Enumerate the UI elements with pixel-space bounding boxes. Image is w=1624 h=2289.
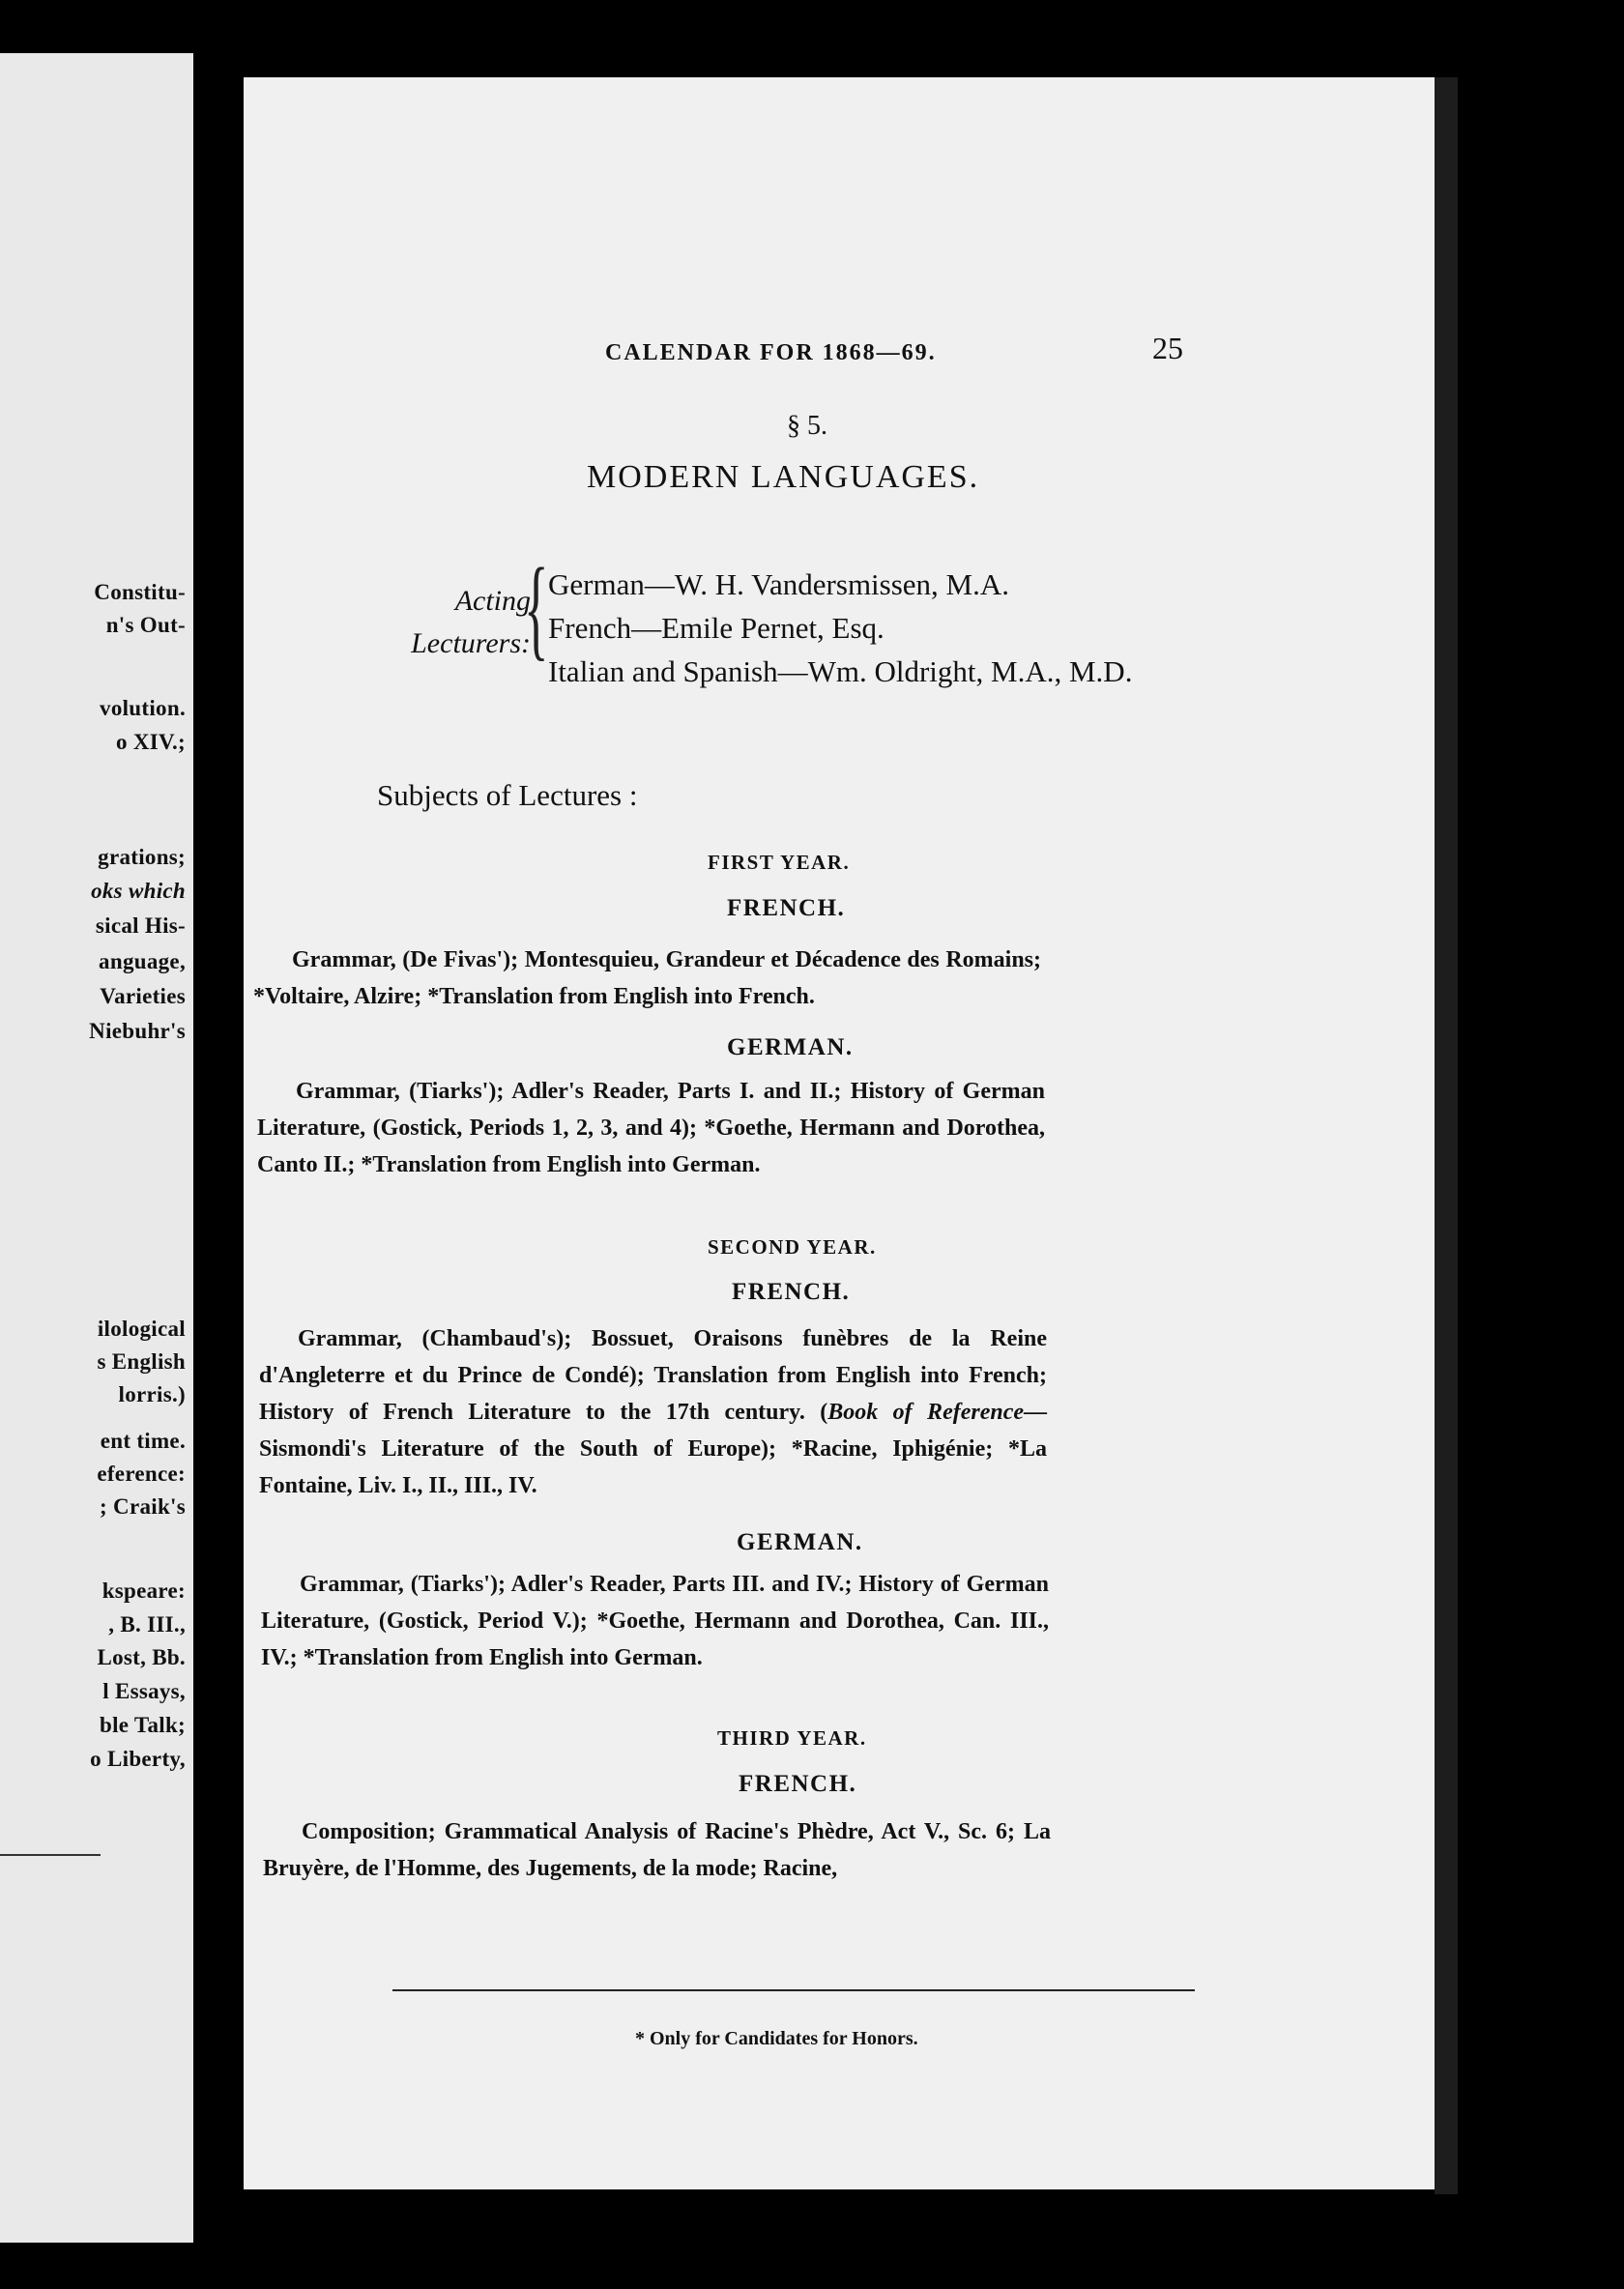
- lecturers-label: [391, 580, 531, 665]
- left-page-line: eference:: [97, 1462, 186, 1486]
- page-number: 25: [1152, 331, 1183, 365]
- left-page-line: ; Craik's: [100, 1494, 186, 1519]
- brace-glyph: {: [524, 544, 549, 671]
- left-page-line: kspeare:: [102, 1579, 186, 1603]
- second-year-german-heading: GERMAN.: [737, 1529, 863, 1555]
- left-page-line: anguage,: [99, 949, 186, 973]
- left-page-line: oks which: [91, 879, 186, 903]
- third-year-french-heading: FRENCH.: [739, 1771, 857, 1797]
- left-page-line: grations;: [98, 845, 186, 869]
- left-page-rule: [0, 1854, 101, 1856]
- left-page-line: volution.: [100, 696, 186, 720]
- left-page-line: o XIV.;: [116, 730, 186, 754]
- first-year-heading: FIRST YEAR.: [708, 851, 851, 874]
- lecturers-label-line1: Acting: [454, 585, 531, 617]
- left-page-line: n's Out-: [105, 613, 186, 637]
- left-page-line: Lost, Bb.: [97, 1645, 186, 1669]
- second-year-french-text: [259, 1320, 1047, 1504]
- left-page-line: ble Talk;: [100, 1713, 186, 1737]
- left-page-fragment: [0, 53, 193, 2243]
- first-year-german-heading: GERMAN.: [727, 1034, 854, 1060]
- left-page-line: Niebuhr's: [89, 1019, 186, 1043]
- running-title: CALENDAR FOR 1868—69.: [605, 340, 937, 365]
- first-year-german-text: Grammar, (Tiarks'); Adler's Reader, Parts I. and II.; History of German Literature, (Gostick, Periods 1, 2, 3, and 4); *Goethe, Hermann and Dorothea, Canto II.; *Translation from English into German.: [257, 1079, 1045, 1177]
- subjects-label: Subjects of Lectures :: [377, 778, 638, 812]
- lecturer-german: German—W. H. Vandersmissen, M.A.: [548, 567, 1010, 601]
- left-page-line: , B. III.,: [108, 1612, 186, 1637]
- main-page: [244, 77, 1435, 2189]
- second-year-german-text: Grammar, (Tiarks'); Adler's Reader, Parts III. and IV.; History of German Literature, (Gostick, Period V.); *Goethe, Hermann and Dorothea, Can. III., IV.; *Translation from English into German.: [261, 1572, 1049, 1670]
- left-page-line: s English: [97, 1349, 186, 1374]
- section-number: § 5.: [787, 411, 827, 441]
- third-year-french-text: Composition; Grammatical Analysis of Racine's Phèdre, Act V., Sc. 6; La Bruyère, de l'Homme, des Jugements, de la mode; Racine,: [263, 1819, 1051, 1881]
- section-title: MODERN LANGUAGES.: [587, 459, 980, 495]
- second-year-french-heading: FRENCH.: [732, 1279, 851, 1305]
- left-page-line: Varieties: [100, 984, 186, 1008]
- first-year-french-text: Grammar, (De Fivas'); Montesquieu, Grandeur et Décadence des Romains; *Voltaire, Alzire; *Translation from English into French.: [253, 947, 1041, 1009]
- left-page-line: o Liberty,: [90, 1747, 186, 1771]
- second-year-french-text-2: —Sismondi's Literature of the South of Europe); *Racine, Iphigénie; *La Fontaine, Liv. I., II., III., IV.: [259, 1400, 1048, 1498]
- left-page-line: sical His-: [95, 913, 186, 938]
- footnote-rule: [392, 1989, 1195, 1991]
- page-edge: [1435, 77, 1458, 2194]
- lecturers-label-line2: Lecturers:: [411, 627, 531, 659]
- left-page-line: l Essays,: [102, 1679, 186, 1703]
- left-page-line: ilological: [97, 1317, 186, 1341]
- left-page-line: ent time.: [100, 1429, 186, 1453]
- third-year-heading: THIRD YEAR.: [717, 1726, 867, 1750]
- book-of-reference-label: Book of Reference: [827, 1400, 1025, 1425]
- footnote: * Only for Candidates for Honors.: [635, 2028, 918, 2049]
- second-year-french-text-1: Grammar, (Chambaud's); Bossuet, Oraisons funèbres de la Reine d'Angleterre et du Prince de Condé); Translation from English into French; History of French Literature to the 17th century. (: [259, 1326, 1047, 1425]
- book-gutter: [193, 0, 244, 2289]
- lecturer-list: [548, 563, 1132, 693]
- left-page-line: lorris.): [118, 1382, 186, 1406]
- lecturer-french: French—Emile Pernet, Esq.: [548, 611, 884, 645]
- second-year-heading: SECOND YEAR.: [708, 1235, 877, 1259]
- lecturer-italian-spanish: Italian and Spanish—Wm. Oldright, M.A., M.D.: [548, 654, 1133, 688]
- first-year-french-heading: FRENCH.: [727, 895, 846, 921]
- left-page-line: Constitu-: [94, 580, 186, 604]
